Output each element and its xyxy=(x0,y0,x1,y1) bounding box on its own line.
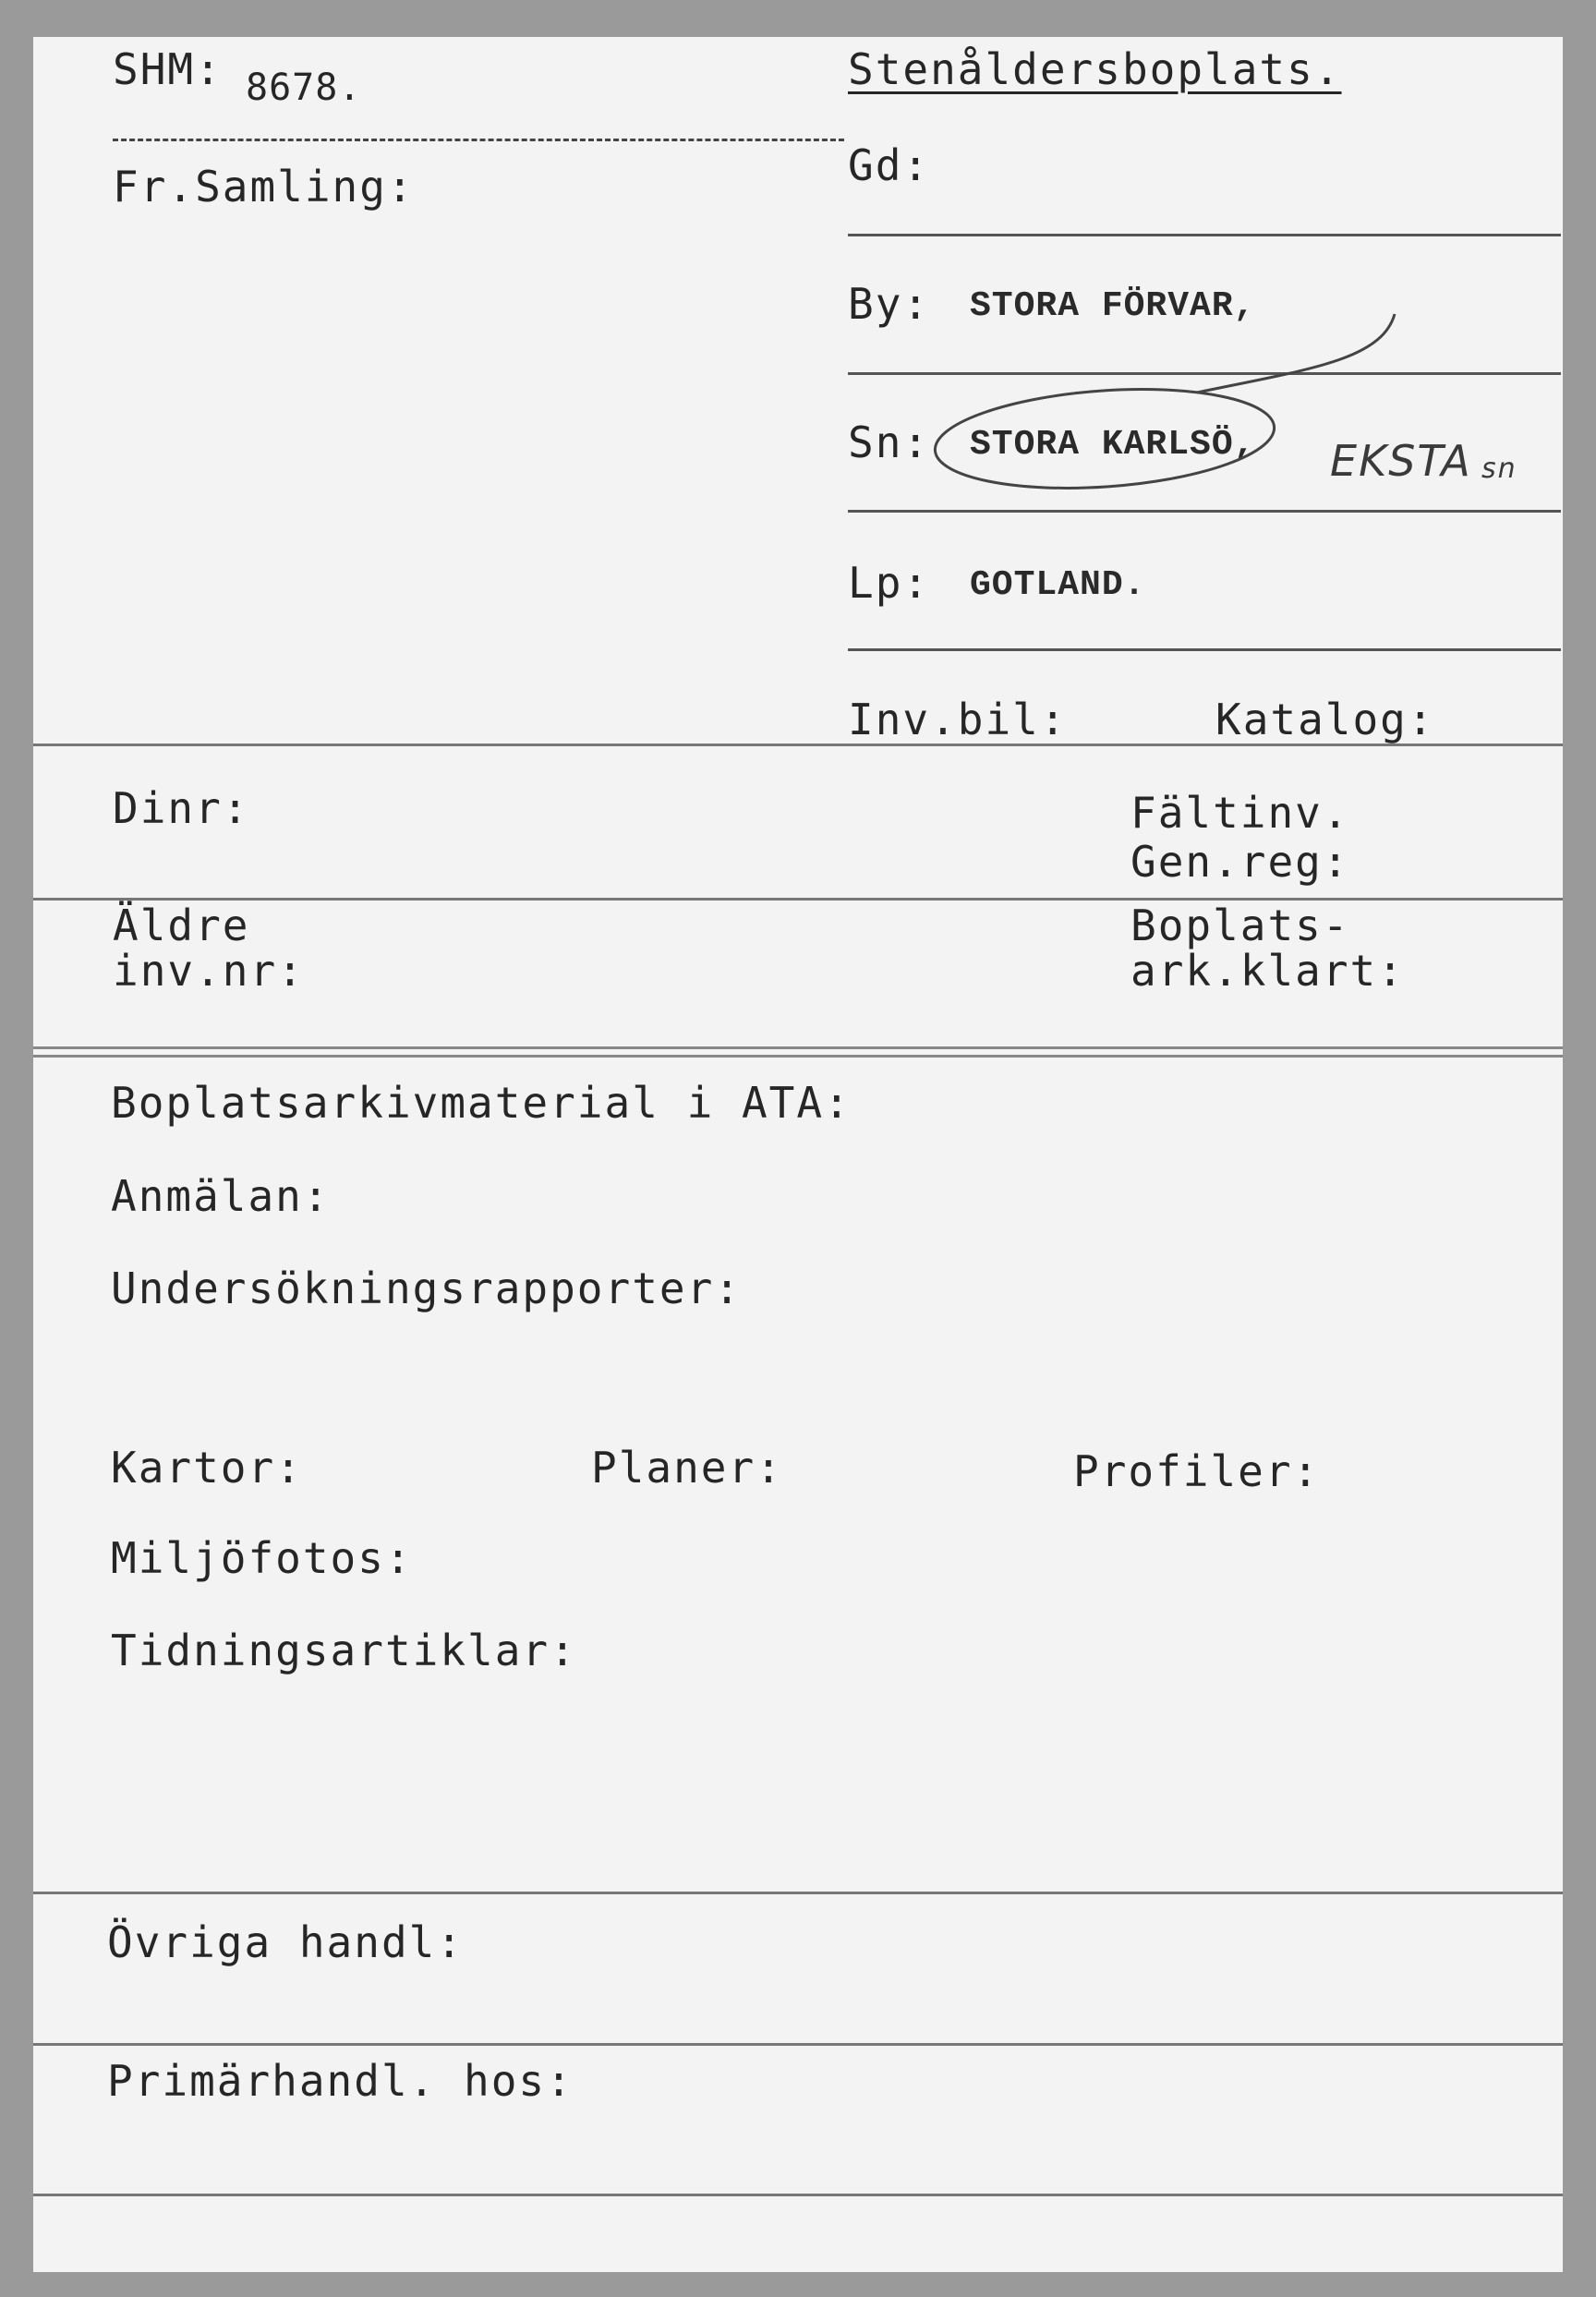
faltinv-label: Fältinv. xyxy=(1130,788,1350,838)
handwritten-circle-mark xyxy=(920,305,1419,545)
sn-value: STORA KARLSÖ, xyxy=(970,425,1256,465)
primarhandl-label: Primärhandl. hos: xyxy=(107,2056,574,2106)
boplats-label-line2: ark.klart: xyxy=(1130,946,1405,996)
tidningsartiklar-label: Tidningsartiklar: xyxy=(111,1626,577,1675)
anmalan-label: Anmälan: xyxy=(111,1171,331,1221)
section-rule-1 xyxy=(33,744,1563,746)
by-value: STORA FÖRVAR, xyxy=(970,286,1256,326)
shm-number: 8678. xyxy=(246,66,362,109)
dinr-label: Dinr: xyxy=(113,783,250,833)
ata-heading: Boplatsarkivmaterial i ATA: xyxy=(111,1078,852,1128)
aldre-label-line1: Äldre xyxy=(113,901,250,950)
index-card xyxy=(33,37,1563,2272)
section-rule-5 xyxy=(33,2194,1563,2196)
inv-bil-label: Inv.bil: xyxy=(848,695,1068,744)
ovriga-handl-label: Övriga handl: xyxy=(107,1917,465,1967)
site-type-title: Stenåldersboplats. xyxy=(848,44,1342,94)
profiler-label: Profiler: xyxy=(1073,1446,1321,1496)
lp-value: GOTLAND. xyxy=(970,565,1146,605)
shm-label: SHM: xyxy=(113,44,223,94)
genreg-label: Gen.reg: xyxy=(1130,837,1350,887)
katalog-label: Katalog: xyxy=(1215,695,1435,744)
section-rule-4 xyxy=(33,2043,1563,2046)
by-label: By: xyxy=(848,279,931,329)
aldre-label-line2: inv.nr: xyxy=(113,946,305,996)
sn-handwritten-note: EKSTA xyxy=(1330,436,1472,486)
sn-label: Sn: xyxy=(848,417,931,467)
gd-label: Gd: xyxy=(848,140,931,190)
undersokningsrapporter-label: Undersökningsrapporter: xyxy=(111,1263,742,1313)
gd-rule xyxy=(848,234,1561,236)
kartor-label: Kartor: xyxy=(111,1443,303,1493)
miljofotos-label: Miljöfotos: xyxy=(111,1533,413,1583)
shm-dashed-rule xyxy=(113,139,844,141)
section-rule-3 xyxy=(33,1892,1563,1894)
planer-label: Planer: xyxy=(591,1443,783,1493)
boplats-label-line1: Boplats- xyxy=(1130,901,1350,950)
section-double-rule xyxy=(33,1046,1563,1058)
lp-label: Lp: xyxy=(848,558,931,608)
lp-rule xyxy=(848,648,1561,651)
sn-handwritten-suffix: sn xyxy=(1481,453,1517,485)
fr-samling-label: Fr.Samling: xyxy=(113,162,415,212)
